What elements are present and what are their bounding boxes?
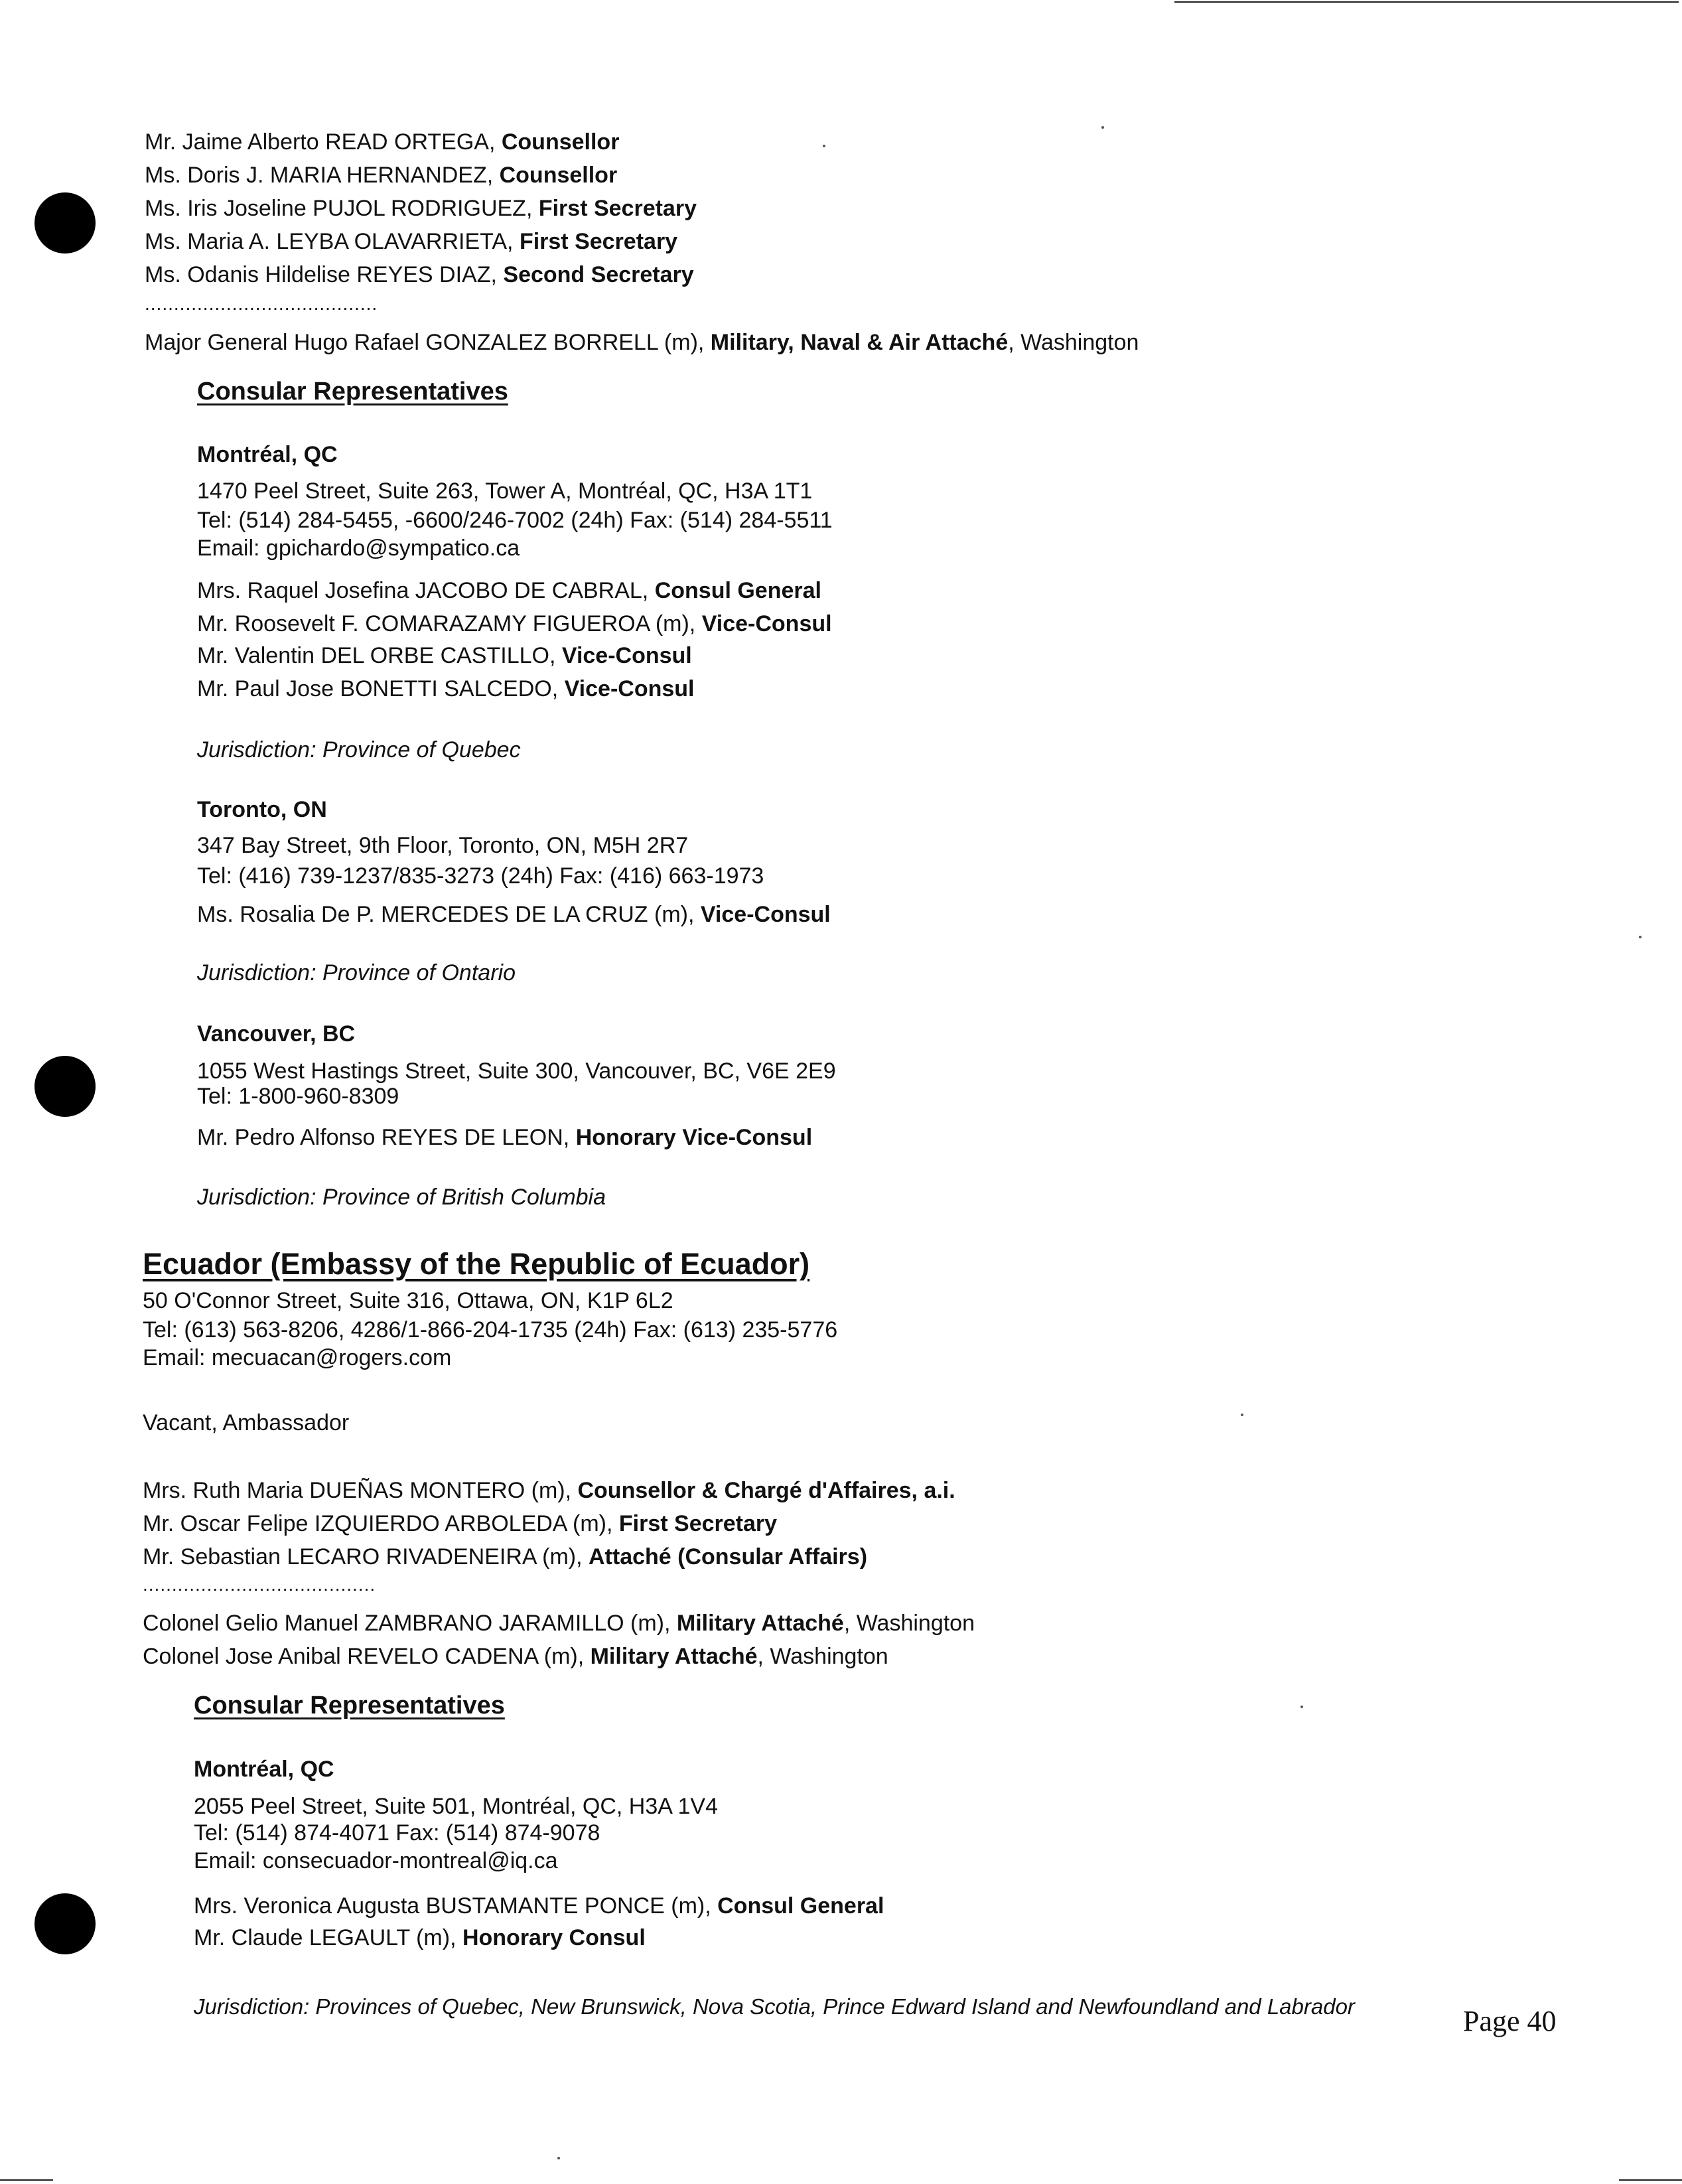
staff-line: Mr. Oscar Felipe IZQUIERDO ARBOLEDA (m), First Secretary bbox=[143, 1511, 778, 1536]
page-number: Page 40 bbox=[1463, 2005, 1557, 2037]
staff-line: Ms. Doris J. MARIA HERNANDEZ, Counsellor bbox=[145, 163, 618, 188]
telephone: Tel: (514) 874-4071 Fax: (514) 874-9078 bbox=[194, 1820, 600, 1846]
country-heading: Ecuador (Embassy of the Republic of Ecuador) bbox=[143, 1247, 810, 1281]
staff-line: Mr. Sebastian LECARO RIVADENEIRA (m), Attaché (Consular Affairs) bbox=[143, 1544, 868, 1569]
scan-speck bbox=[823, 145, 825, 147]
scan-speck bbox=[1300, 1706, 1303, 1708]
city-heading: Toronto, ON bbox=[197, 797, 327, 822]
attache-line: Major General Hugo Rafael GONZALEZ BORRELL (m), Military, Naval & Air Attaché, Washington bbox=[145, 330, 1139, 355]
city-heading: Montréal, QC bbox=[194, 1757, 334, 1782]
separator: ........................................ bbox=[145, 293, 378, 314]
separator: ........................................ bbox=[143, 1574, 376, 1595]
address: 50 O'Connor Street, Suite 316, Ottawa, ON, K1P 6L2 bbox=[143, 1288, 673, 1313]
jurisdiction: Jurisdiction: Province of British Columbia bbox=[197, 1185, 606, 1210]
address: 1470 Peel Street, Suite 263, Tower A, Montréal, QC, H3A 1T1 bbox=[197, 478, 813, 504]
telephone: Tel: (514) 284-5455, -6600/246-7002 (24h) Fax: (514) 284-5511 bbox=[197, 508, 833, 533]
staff-line: Mr. Jaime Alberto READ ORTEGA, Counsellor bbox=[145, 129, 620, 155]
staff-line: Mr. Claude LEGAULT (m), Honorary Consul bbox=[194, 1925, 646, 1950]
staff-line: Ms. Maria A. LEYBA OLAVARRIETA, First Secretary bbox=[145, 229, 678, 254]
city-heading: Vancouver, BC bbox=[197, 1021, 356, 1047]
jurisdiction: Jurisdiction: Province of Quebec bbox=[197, 737, 521, 763]
scan-speck bbox=[1241, 1414, 1243, 1416]
staff-line: Mr. Pedro Alfonso REYES DE LEON, Honorary Vice-Consul bbox=[197, 1125, 813, 1150]
address: 1055 West Hastings Street, Suite 300, Vancouver, BC, V6E 2E9 bbox=[197, 1058, 836, 1084]
attache-line: Colonel Jose Anibal REVELO CADENA (m), Military Attaché, Washington bbox=[143, 1644, 888, 1669]
staff-line: Mrs. Raquel Josefina JACOBO DE CABRAL, Consul General bbox=[197, 578, 821, 603]
city-heading: Montréal, QC bbox=[197, 442, 338, 467]
staff-line: Mr. Valentin DEL ORBE CASTILLO, Vice-Consul bbox=[197, 643, 692, 668]
jurisdiction: Jurisdiction: Provinces of Quebec, New Brunswick, Nova Scotia, Prince Edward Island and Newfoundland and Labrador bbox=[194, 1994, 1355, 2019]
staff-line: Mrs. Ruth Maria DUEÑAS MONTERO (m), Counsellor & Chargé d'Affaires, a.i. bbox=[143, 1478, 955, 1503]
staff-line: Mr. Roosevelt F. COMARAZAMY FIGUEROA (m), Vice-Consul bbox=[197, 611, 832, 636]
jurisdiction: Jurisdiction: Province of Ontario bbox=[197, 960, 516, 985]
consular-heading: Consular Representatives bbox=[197, 378, 508, 405]
telephone: Tel: (416) 739-1237/835-3273 (24h) Fax: (416) 663-1973 bbox=[197, 863, 764, 889]
email: Email: gpichardo@sympatico.ca bbox=[197, 536, 520, 561]
telephone: Tel: 1-800-960-8309 bbox=[197, 1084, 399, 1109]
scan-edge-top bbox=[1174, 1, 1679, 3]
consular-heading: Consular Representatives bbox=[194, 1692, 505, 1719]
address: 2055 Peel Street, Suite 501, Montréal, QC, H3A 1V4 bbox=[194, 1794, 719, 1819]
scan-speck bbox=[1101, 126, 1104, 129]
scan-speck bbox=[1639, 936, 1642, 938]
email: Email: consecuador-montreal@iq.ca bbox=[194, 1848, 558, 1873]
binder-hole-middle bbox=[35, 1056, 96, 1117]
staff-line: Ms. Odanis Hildelise REYES DIAZ, Second Secretary bbox=[145, 262, 694, 287]
address: 347 Bay Street, 9th Floor, Toronto, ON, M5H 2R7 bbox=[197, 833, 689, 858]
binder-hole-bottom bbox=[35, 1893, 96, 1954]
scan-edge-bottom-right bbox=[1619, 2179, 1682, 2181]
staff-line: Mrs. Veronica Augusta BUSTAMANTE PONCE (m), Consul General bbox=[194, 1893, 884, 1919]
ambassador-line: Vacant, Ambassador bbox=[143, 1410, 350, 1435]
email: Email: mecuacan@rogers.com bbox=[143, 1345, 452, 1370]
scan-edge-bottom bbox=[0, 2179, 53, 2181]
telephone: Tel: (613) 563-8206, 4286/1-866-204-1735 (24h) Fax: (613) 235-5776 bbox=[143, 1317, 838, 1343]
staff-line: Mr. Paul Jose BONETTI SALCEDO, Vice-Consul bbox=[197, 676, 695, 701]
scan-speck bbox=[557, 2157, 560, 2159]
attache-line: Colonel Gelio Manuel ZAMBRANO JARAMILLO (m), Military Attaché, Washington bbox=[143, 1611, 975, 1636]
staff-line: Ms. Iris Joseline PUJOL RODRIGUEZ, First Secretary bbox=[145, 196, 697, 221]
binder-hole-top bbox=[35, 192, 96, 254]
staff-line: Ms. Rosalia De P. MERCEDES DE LA CRUZ (m), Vice-Consul bbox=[197, 902, 831, 927]
